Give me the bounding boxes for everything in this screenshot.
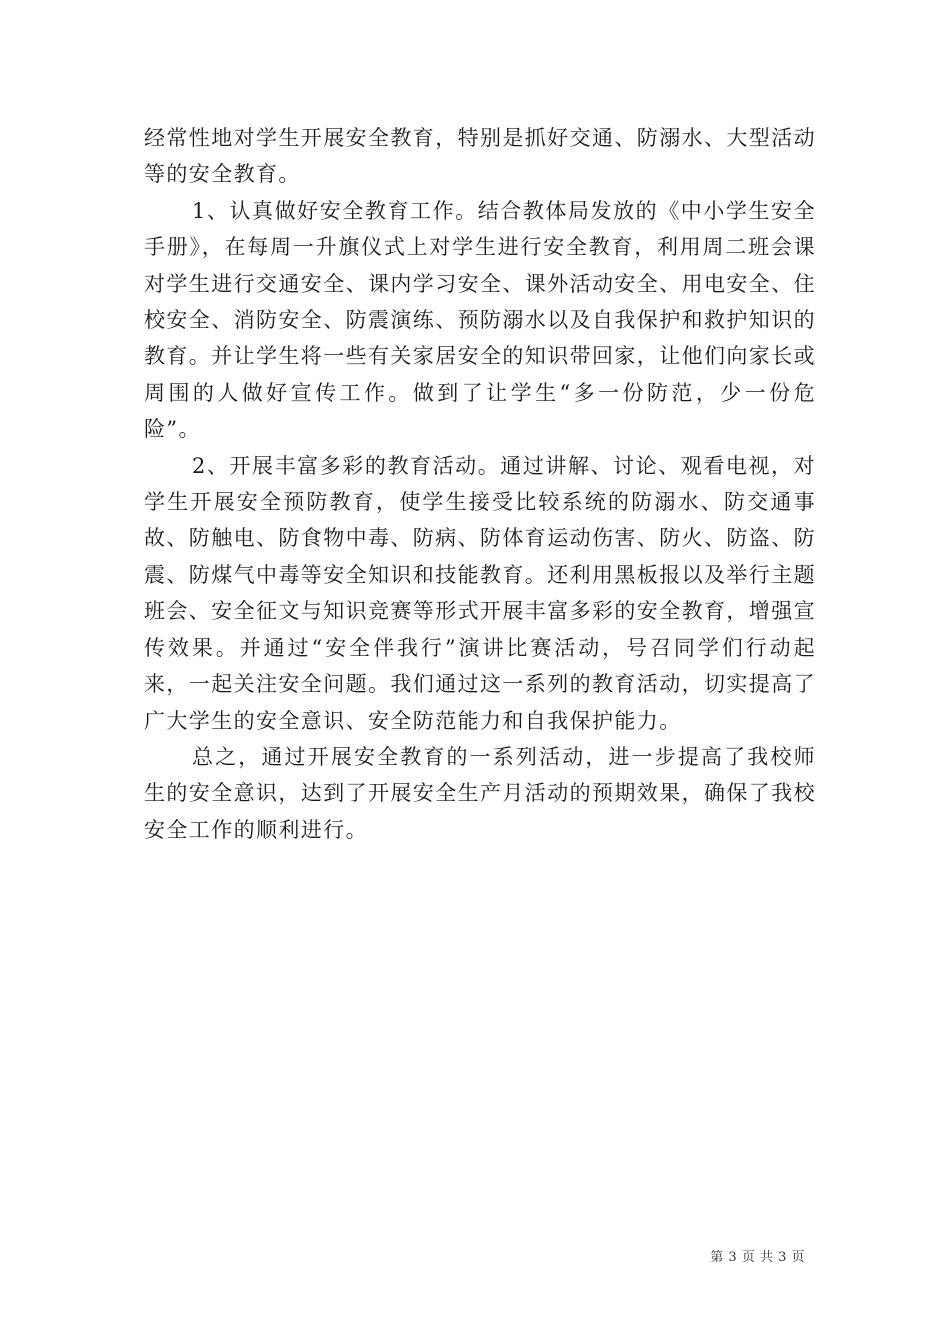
paragraph-continuation: 经常性地对学生开展安全教育，特别是抓好交通、防溺水、大型活动等的安全教育。 bbox=[144, 126, 816, 187]
paragraph-education-activities: 2、开展丰富多彩的教育活动。通过讲解、讨论、观看电视，对学生开展安全预防教育，使学生接受比较系统的防溺水、防交通事故、防触电、防食物中毒、防病、防体育运动伤害、防火、防盗、防震、防煤气中毒等安全知识和技能教育。还利用黑板报以及举行主题班会、安全征文与知识竞赛等形式开展丰富多彩的安全教育，增强宣传效果。并通过“安全伴我行”演讲比赛活动，号召同学们行动起来，一起关注安全问题。我们通过这一系列的教育活动，切实提高了广大学生的安全意识、安全防范能力和自我保护能力。 bbox=[144, 453, 816, 733]
page-number-footer: 第 3 页 共 3 页 bbox=[710, 1250, 805, 1265]
paragraph-safety-education-work: 1、认真做好安全教育工作。结合教体局发放的《中小学生安全手册》，在每周一升旗仪式上对学生进行安全教育，利用周二班会课对学生进行交通安全、课内学习安全、课外活动安全、用电安全、住校安全、消防安全、防震演练、预防溺水以及自我保护和救护知识的教育。并让学生将一些有关家居安全的知识带回家，让他们向家长或周围的人做好宣传工作。做到了让学生“多一份防范，少一份危险”。 bbox=[144, 198, 816, 442]
paragraph-summary: 总之，通过开展安全教育的一系列活动，进一步提高了我校师生的安全意识，达到了开展安全生产月活动的预期效果，确保了我校安全工作的顺利进行。 bbox=[144, 744, 816, 842]
document-body bbox=[144, 120, 816, 848]
